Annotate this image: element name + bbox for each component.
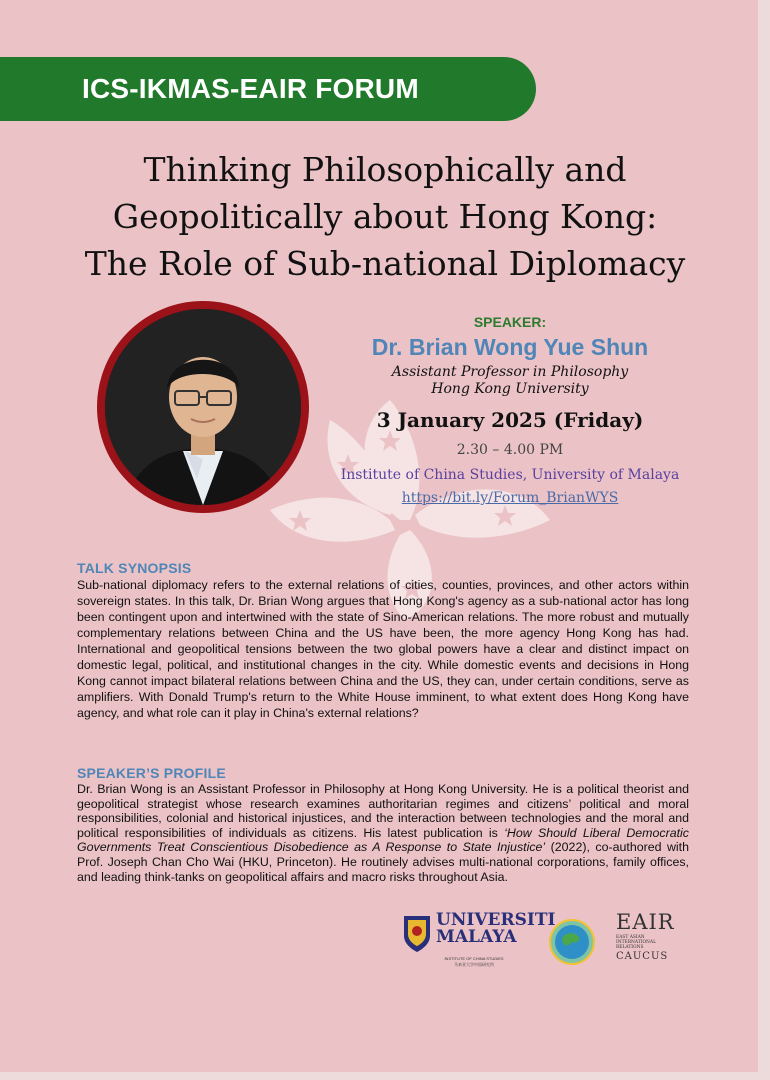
eair-subtitle-line-2: INTERNATIONAL (616, 940, 656, 945)
event-date: 3 January 2025 (Friday) (376, 408, 644, 432)
event-venue: Institute of China Studies, University of Malaya (340, 467, 680, 483)
publication-title: ‘How Should Liberal Democratic Governments Treat Conscientious Disobedience as A Response to State Injustice’ (77, 825, 689, 855)
speaker-profile-text-end: (2022), co-authored with Prof. Joseph Chan Cho Wai (HKU, Princeton). He routinely advises multi-national corporations, family offices, and leading think-tanks on geopolitical affairs and macro risks throughout Asia. (77, 840, 690, 884)
speaker-profile-text-start: Dr. Brian Wong is an Assistant Professor in Philosophy at Hong Kong University. He is a political theorist and geopolitical strategist whose research examines authoritarian regimes and citizens’ political and moral responsibilities, colonial and historical injustices, and the interaction between technologies and the moral and political responsibilities of individuals as citizens. His latest publication is (77, 782, 689, 840)
talk-synopsis-section (77, 560, 689, 721)
talk-title-line-1: Thinking Philosophically and (143, 150, 627, 189)
ikmas-globe-logo-icon (548, 918, 596, 966)
talk-title (40, 146, 730, 287)
talk-synopsis-body: Sub-national diplomacy refers to the external relations of cities, counties, provinces, and other actors within sovereign states. In this talk, Dr. Brian Wong argues that Hong Kong's agency as a sub-national actor has long been contingent upon and intertwined with the state of Sino-American relations. The more robust and mutually complementary relations between China and the US have been, the more agency Hong Kong has had. International and geopolitical tensions between the two global powers have a clear and distinct impact on domestic legal, political, and institutional changes in the city. While domestic events and decisions in Hong Kong cannot impact bilateral relations between China and the US, they can, under certain conditions, serve as amplifiers. With Donald Trump's return to the White House imminent, to what extent does Hong Kong have agency, and what role can it play in China's external relations? (77, 578, 689, 720)
eair-logo-caucus: CAUCUS (616, 951, 669, 962)
eair-subtitle-line-1: EAST ASIAN (616, 935, 645, 940)
talk-synopsis-heading: TALK SYNOPSIS (77, 560, 192, 576)
eair-logo-subtitle (616, 935, 686, 950)
forum-banner-label: ICS-IKMAS-EAIR FORUM (82, 73, 419, 104)
speaker-role-affiliation: Hong Kong University (431, 381, 589, 397)
registration-link[interactable]: https://bit.ly/Forum_BrianWYS (401, 490, 619, 506)
ics-caption-chinese: 马来亚大学中国研究所 (454, 962, 494, 967)
universiti-malaya-crest-icon (402, 914, 432, 954)
partner-logos (398, 910, 688, 980)
forum-banner (0, 57, 536, 121)
speaker-label: SPEAKER: (473, 314, 547, 330)
eair-logo-title: EAIR (616, 910, 675, 934)
speaker-profile-heading: SPEAKER’S PROFILE (77, 765, 226, 781)
event-time: 2.30 – 4.00 PM (456, 442, 564, 458)
eair-caucus-logo (616, 910, 686, 962)
talk-title-line-2: Geopolitically about Hong Kong: (112, 197, 658, 236)
speaker-profile-section (77, 765, 689, 884)
ics-caption: INSTITUTE OF CHINA STUDIES (444, 956, 504, 961)
speaker-name: Dr. Brian Wong Yue Shun (371, 334, 649, 360)
eair-subtitle-line-3: RELATIONS (616, 945, 644, 950)
speaker-photo (105, 309, 301, 505)
speaker-photo-frame (97, 301, 309, 513)
speaker-role (340, 364, 680, 398)
speaker-info (340, 314, 680, 507)
speaker-role-title: Assistant Professor in Philosophy (391, 364, 629, 380)
speaker-profile-body (77, 782, 689, 884)
um-logo-line-2: MALAYA (436, 927, 517, 947)
talk-title-line-3: The Role of Sub-national Diplomacy (84, 244, 686, 283)
universiti-malaya-logo (436, 912, 555, 946)
um-logo-line-1: UNIVERSITI (436, 910, 556, 930)
